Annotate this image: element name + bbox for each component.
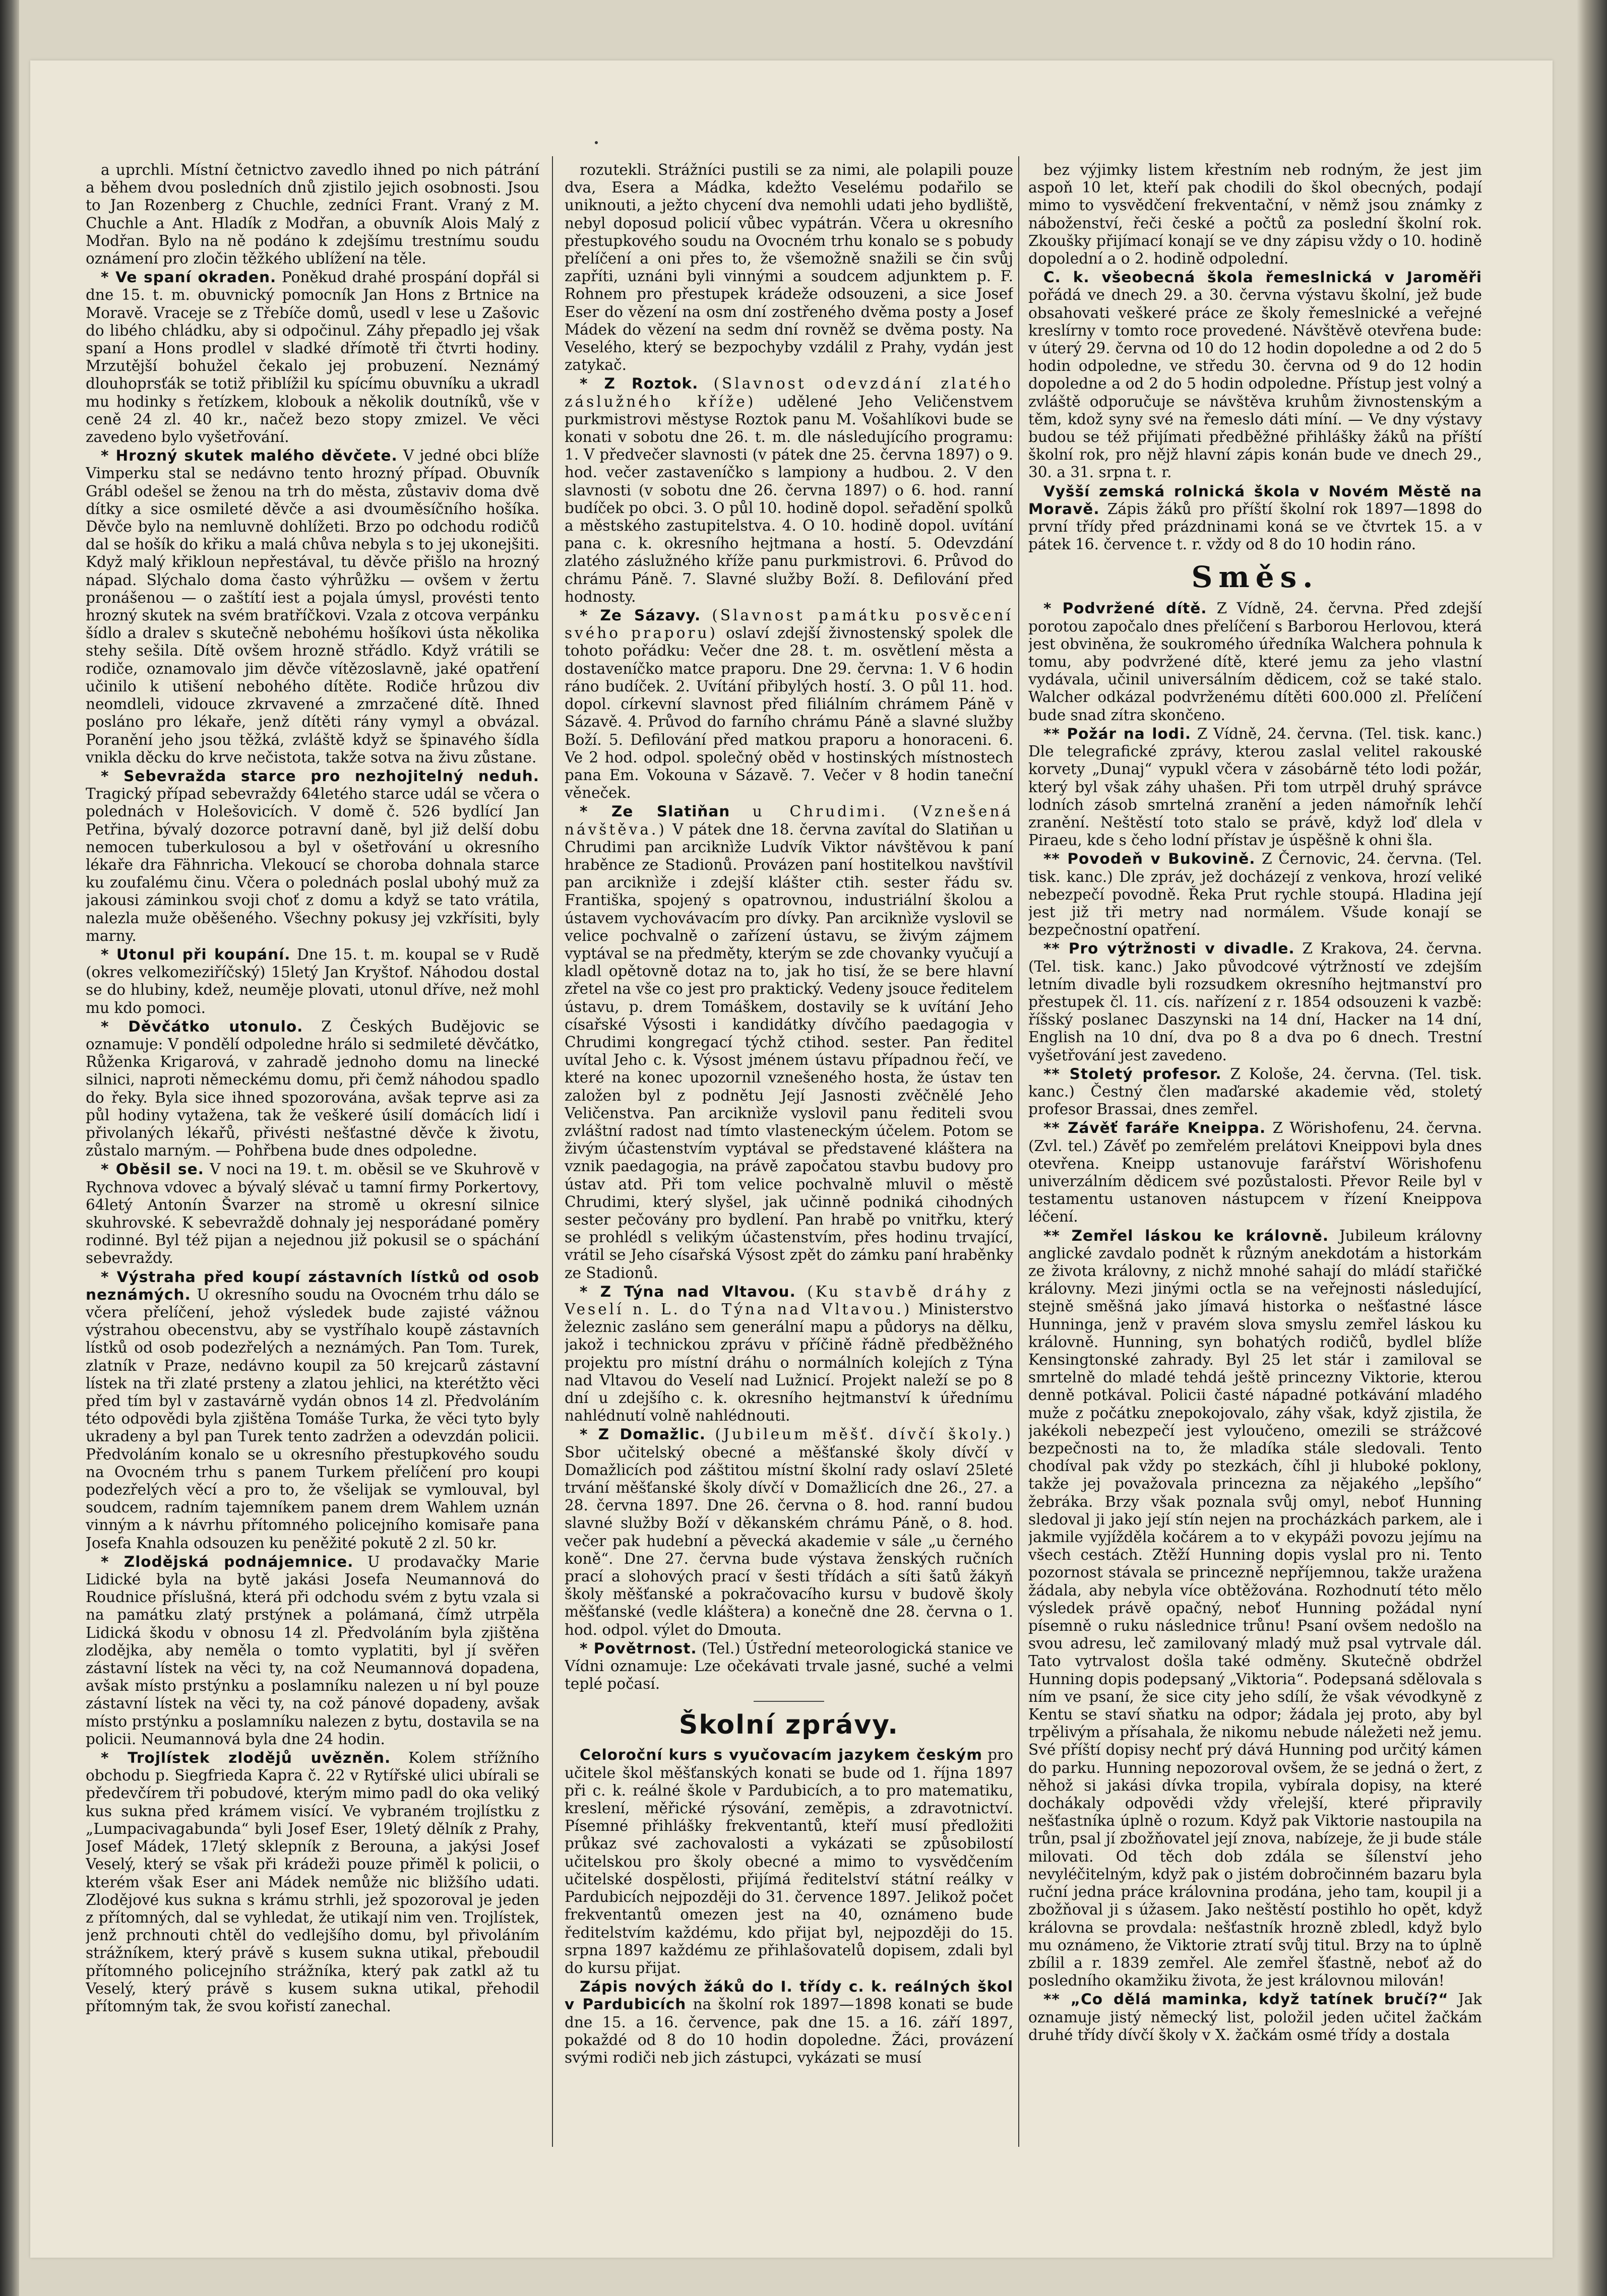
article-paragraph bbox=[565, 1426, 1013, 1638]
article-paragraph bbox=[565, 1746, 1013, 1977]
article-body: Dne 15. t. m. koupal se v Rudě (okres velkomeziříčský) 15letý Jan Kryštof. Náhodou dostal se do hlubiny, kdež, neuměje plovati, utonul dříve, než mohl mu kdo pomoci. bbox=[86, 945, 539, 1016]
newspaper-page bbox=[30, 60, 1553, 2258]
section-divider bbox=[754, 1701, 824, 1702]
article-headline: * Výstraha před koupí zástavních lístků od osob neznámých. bbox=[86, 1268, 539, 1303]
article-headline: * Z Domažlic. bbox=[580, 1426, 706, 1443]
article-paragraph bbox=[86, 161, 539, 268]
article-subtitle: (Slavnost památku posvěcení svého praporu) bbox=[565, 607, 1013, 642]
article-headline: ** Zemřel láskou ke královně. bbox=[1043, 1227, 1329, 1244]
article-headline: Zápis nových žáků do I. třídy c. k. reálných škol v Pardubicích bbox=[565, 1978, 1013, 2013]
article-body: bez výjimky listem křestním neb rodným, že jest jim aspoň 10 let, kteří pak chodili do škol obecných, podají mimo to vysvědčení frekventační, v němž jsou známky z náboženství, řeči české a počtů za poslední školní rok. Zkoušky přijímací konají se ve dny zápisu vždy o 10. hodině dopolední a o 2. hodině odpolední. bbox=[1028, 161, 1482, 268]
article-paragraph bbox=[565, 607, 1013, 802]
article-paragraph bbox=[86, 1268, 539, 1552]
article-subtitle: (Ku stavbě dráhy z Veselí n. L. do Týna nad Vltavou.) bbox=[565, 1283, 1013, 1318]
article-paragraph bbox=[1028, 1065, 1482, 1119]
article-headline: * Z Roztok. bbox=[580, 375, 699, 393]
article-headline: * Utonul při koupání. bbox=[101, 945, 291, 963]
article-body: V pátek dne 18. června zavítal do Slatiňan u Chrudimi pan arciknìže Ludvík Viktor návštěvou k paní hraběnce ze Stadionů. Provázen paní hostitelkou navštívil pan arciknìže i zdejší klášter ctih. sester řádu sv. Františka, spojený s opatrovnou, industriální školou a ústavem vychovávacím pro dívky. Pan arciknìže vyslovil se velice pochvalně o zařízení ústavu, se živým zájmem vyptával se na předměty, kterým se zde chovanky vyučují a kladl opětovně dotaz na to, jak ho tisí, že se bere hlavní zřetel na vše co jest pro praktický. Vedeny jsouce ředitelem ústavu, p. drem Tomáškem, dostavily se k uvítání Jeho císařské Výsosti i kandidátky dívčího paedagogia v Chrudimi kongregací týchž ctihod. sester. Pan ředitel uvítal Jeho c. k. Výsost jménem ústavu případnou řečí, ve které na konec upozornil vznešeného hosta, že ústav ten založen byl z podnětu Její Jasnosti zvěčnělé Jeho Veličenstva. Pan arciknìže vyslovil panu řediteli svou zvláštní radost nad tímto vlasteneckým účelem. Potom se živým účastenstvím vyptával se představené klášterа na vznik paedagogia, na právě započatou stavbu budovy pro ústav atd. Při tom velice pochvalně mluvil o městě Chrudimi, který slyšel, jak učinně podniká cihodných sester pečovány pro bydlení. Pan hrabě po vnitřku, který se prohlédl s velikým účastenstvím, přes hodinu trvající, vrátil se Jeho císařská Výsost zpět do zámku paní hraběnky ze Stadionů. bbox=[565, 820, 1013, 1282]
article-headline: * Ve spaní okraden. bbox=[101, 269, 277, 286]
column-2-school-news bbox=[565, 1746, 1013, 2067]
article-headline: * Ze Sázavy. bbox=[580, 607, 701, 624]
article-paragraph bbox=[565, 1640, 1013, 1693]
column-rule bbox=[1018, 156, 1019, 2147]
column-2 bbox=[565, 161, 1013, 2132]
article-body: U prodavačky Marie Lidické byla na bytě jakási Josefa Neumannová do Roudnice příslušná, která při odchodu svém z bytu vzala si na památku zlatý prstýnek a polámaná, čímž utrpěla Lidická škodu v obnosu 14 zl. Předvoláním byla zjištěna zlodějka, aby neměla o tomto vyplatiti, byl jí svěřen zástavní lístek na věci ty, na což Neumannová dopadena, avšak místo prstýnku a poslamníku nalezen u ní byl pouze zástavní lístek na věci ty, na což pánové dopadeny, avšak místo prstýnku a poslamníku nalezen z bytu, dostavila se na policii. Neumannová byla dne 24 hodin. bbox=[86, 1553, 539, 1748]
article-paragraph bbox=[86, 269, 539, 446]
article-body: oslaví zdejší živnostenský spolek dle tohoto pořádku: Večer dne 28. t. m. osvětlení města a dostaveníčko matce praporu. Dne 29. června: 1. V 6 hodin ráno budíček. 2. Uvítání přibylých hostí. 3. O půl 11. hod. dopol. církevní slavnost před filiálním chrámem Páně v Sázavě. 4. Průvod do farního chrámu Páně a slavné služby Boží. 5. Defilování před matkou praporu a honoraceni. 6. Ve 2 hod. odpol. společný oběd v hostinských místnostech pana Em. Vokouna v Sázavě. 7. Večer v 8 hodin taneční věneček. bbox=[565, 624, 1013, 802]
article-headline: ** „Co dělá maminka, když tatínek bručí?“ bbox=[1043, 1991, 1449, 2008]
article-body: Zápis žáků pro příští školní rok 1897—1898 do první třídy před prázdninami koná se ve čtvrtek 15. a v pátek 16. července t. r. vždy od 8 do 10 hodin ráno. bbox=[1028, 500, 1482, 553]
article-paragraph bbox=[86, 1018, 539, 1160]
scan-binding-edge bbox=[0, 0, 19, 2296]
article-headline: ** Stoletý profesor. bbox=[1043, 1065, 1222, 1082]
article-paragraph bbox=[1028, 1119, 1482, 1226]
article-body: udělené Jeho Veličenstvem purkmistrovi městyse Roztok panu M. Vošahlíkovi bude se konati v sobotu dne 26. t. m. dle následujícího programu: 1. V předvečer slavnosti (v pátek dne 25. června 1897) o 9. hod. večer zastaveníčko s lampiony a hudbou. 2. V den slavnosti (v sobotu dne 26. června 1897) o 6. hod. ranní budíček po obci. 3. O půl 10. hodině dopol. seřadění spolků a městského zastupitelstva. 4. O 10. hodině dopol. uvítání pana c. k. okresního hejtmana a hostí. 5. Odevzdání zlatého záslužného kříže panu purkmistrovi. 6. Průvod do chrámu Páně. 7. Slavné služby Boží. 8. Defilování před hodnosty. bbox=[565, 393, 1013, 605]
article-paragraph bbox=[1028, 600, 1482, 724]
article-paragraph bbox=[1028, 940, 1482, 1064]
article-paragraph bbox=[86, 946, 539, 1017]
article-paragraph bbox=[1028, 269, 1482, 481]
article-headline: ** Závěť faráře Kneippa. bbox=[1043, 1119, 1266, 1137]
section-heading-skolni-zpravy: Školní zprávy. bbox=[678, 1710, 899, 1741]
article-body: (Tel.) Ústřední meteorologická stanice ve Vídni oznamuje: Lze očekávati trvale jasné, suché a velmi teplé počasí. bbox=[565, 1639, 1013, 1693]
column-rule bbox=[552, 156, 553, 2147]
article-paragraph bbox=[1028, 483, 1482, 554]
article-paragraph bbox=[86, 768, 539, 945]
article-paragraph bbox=[1028, 725, 1482, 849]
article-headline: * Oběsil se. bbox=[101, 1161, 204, 1178]
article-paragraph bbox=[1028, 850, 1482, 939]
article-headline: * Hrozný skutek malého děvčete. bbox=[101, 447, 398, 465]
article-subtitle: (Slavnost odevzdání zlatého záslužného kříže) bbox=[565, 375, 1013, 410]
article-body: pořádá ve dnech 29. a 30. června výstavu školní, jež bude obsahovati veškeré práce ze školy řemeslnické a veřejné kreslírny v tomto roce provedené. Návštěvě otevřena bude: v úterý 29. června od 10 do 12 hodin dopoledne a od 2 do 5 hodin odpoledne, ve středu 30. června od 9 do 12 hodin dopoledne a od 2 do 5 hodin odpoledne. Přístup jest volný a zvláště odporučuje se návštěva kruhům živnostenským a těm, kdož syny své na řemeslo dáti míní. — Ve dny výstavy budou se též přijímati předběžné přihlášky žáků na příští školní rok, pro nějž hlavní zápis konán bude ve dnech 29., 30. a 31. srpna t. r. bbox=[1028, 286, 1482, 481]
article-headline: C. k. všeobecná škola řemeslnická v Jaroměři bbox=[1043, 269, 1482, 286]
article-paragraph bbox=[565, 1283, 1013, 1425]
article-body: Sbor učitelský obecné a měšťanské školy dívčí v Domažlicích pod záštitou místní školní rady oslaví 25leté trvání měšťanské školy dívčí v Domažlicích dne 26., 27. a 28. června 1897. Dne 26. června o 8. hod. ranní budou slavné služby Boží v děkanském chrámu Páně, o 8. hod. večer pak hudební a pěvecká akademie v sále „u černého koně“. Dne 27. června bude výstava ženských ručních prací a slohových prací v šesti třídách a síti šatů žákyň školy měšťanské a pokračovacího kursu v budově školy měšťanské (vedle kláštera) a konečně dne 28. června o 1. hod. odpol. výlet do Dmouta. bbox=[565, 1443, 1013, 1638]
article-headline: Vyšší zemská rolnická škola v Novém Městě na Moravě. bbox=[1028, 482, 1482, 518]
article-paragraph bbox=[86, 1553, 539, 1748]
article-body: Z Wörishofenu, 24. června. (Zvl. tel.) Závěť po zemřelém prelátovi Kneippovi byla dnes otevřena. Kneipp ustanovuje farářství Wörishofenu univerzálním dědicem své pozůstalosti. Převor Reile byl v testamentu ustanoven nástupcem v řízení Kneippova léčení. bbox=[1028, 1119, 1482, 1226]
column-2-news bbox=[565, 161, 1013, 1693]
article-headline: * Ze Slatiňan bbox=[580, 803, 730, 820]
article-body: Jak oznamuje jistý německý list, položil jeden učitel žačkám druhé třídy dívčí školy v X. žačkám osmé třídy a dostala bbox=[1028, 1991, 1482, 2044]
article-paragraph bbox=[1028, 161, 1482, 268]
article-headline: * Podvržené dítě. bbox=[1043, 600, 1207, 617]
article-body: rozutekli. Strážníci pustili se za nimi, ale polapili pouze dva, Esera a Mádka, kdežto Veselému podařilo se uniknouti, a ježto chycení dva nemohli udati jeho bydliště, nebyl doposud policií vůbec vypátrán. Včera u okresního přestupkového soudu na Ovocném trhu konalo se s pobudy přelíčení a oni přes to, že všemožně snažili se čin svůj zapříti, uznáni byli vinnými a soudcem adjunktem p. F. Rohnem pro přestupek krádeže odsouzeni, a sice Josef Eser do vězení na osm dní zostřeného dvěma posty a Josef Mádek do vězení na sedm dní rovněž se dvěma posty. Na Veselého, který se bezpochyby vzdálil z Prahy, vydán jest zatykač. bbox=[565, 161, 1013, 374]
article-paragraph bbox=[1028, 1227, 1482, 1990]
article-paragraph bbox=[565, 375, 1013, 606]
article-headline: * Děvčátko utonulo. bbox=[101, 1017, 303, 1035]
article-body: Z Krakova, 24. června. (Tel. tisk. kanc.) Jako původcové výtržností ve zdejším letním divadle byli rozsudkem okresního hejtmanství pro přestupek čl. 11. cís. nařízení z r. 1854 odsouzeni k vazbě: říšský poslanec Daszynski na 14 dní, Hacker na 14 dní, English na 10 dní, dva po 8 a dva po 6 dnech. Trestní vyšetřování jest zavedeno. bbox=[1028, 940, 1482, 1064]
article-subtitle: u Chrudimi. (Vznešená návštěva.) bbox=[565, 803, 1013, 838]
article-body: Z Českých Budějovic se oznamuje: V pondělí odpoledne hrálo si sedmileté děvčátko, Růženka Krigarová, v zahradě jednoho domu na linecké silnici, naproti německému domu, při čemž náhodou spadlo do řeky. Byla sice ihned spozorována, avšak teprve asi za půl hodiny vytažena, tak že veškeré úsilí domácích lidí i přivolaných lékařů, přivésti nešťastné děvče k životu, zůstalo marným. — Pohřbena bude dnes odpoledne. bbox=[86, 1017, 539, 1160]
article-headline: * Trojlístek zlodějů uvězněn. bbox=[101, 1749, 391, 1767]
article-subtitle: (Jubileum měšť. dívčí školy.) bbox=[715, 1426, 1013, 1443]
scan-right-edge bbox=[1577, 0, 1607, 2296]
article-body: Kolem střížního obchodu p. Siegfrieda Kapra č. 22 v Rytířské ulici ubírali se předevčírem tři pobudové, kterým mimo padl do oka veliký kus sukna před krámem visící. Ve vybraném trojlístku z „Lumpacivagabunda“ byli Josef Eser, 19letý dělník z Prahy, Josef Mádek, 17letý sklepník z Berouna, a jakýsi Josef Veselý, který se však při krádeži pouze přiměl k policii, o kterém však Eser ani Mádek nemůže nic bližšího udati. Zlodějové kus sukna s krámu strhli, jež spozoroval je jeden z přítomných, dal se vyhledat, že utikají nim ven. Trojlístek, jenž prchnouti chtěl do vedlejšího domu, byl přivoláním strážníkem, který právě s kusem sukna utikal, přeboudil přítomného policejního strážníka, který pak zatkl až tu Veselý, který právě s kusem sukna utikal, přehodil přítomným tak, že svou kořistí zanechal. bbox=[86, 1749, 539, 2015]
article-body: V jedné obci blíže Vimperku stal se nedávno tento hrozný případ. Obuvník Grábl odešel se ženou na trh do města, zůstaviv doma dvě dítky a sice osmileté děvče a asi dvouměsíčního hošíka. Děvče bylo na nemluvně dohlížeti. Brzo po odchodu rodičů dal se hošík do křiku a malá chůva nebyla s to jej ukonejšiti. Když malý křikloun nepřestával, tu děvče přišlo na hrozný nápad. Slýchalo doma často výhrůžku — ovšem v žertu pronášenou — o zaštítí iest a pojala úmysl, provésti tento hrozný skutek na svém bratříčkovi. Vzala z otcova verpánku šídlo a dralev s skutečně nebohému hošíkovi ústa několika stehy sešila. Dítě ovšem hrozně střádlo. Když vrátili se rodiče, oznamovalo jim děvče vítězoslavně, jaké opatření učinilo k utišení nebohého dítěte. Rodiče hrůzou div neomdleli, vidouce zkrvavené a zmrzačené dítě. Ihned posláno pro lékaře, jenž dítěti rány vymyl a obvázal. Poranění jeho jsou těžká, zvláště když se špinavého šídla vnikla děcku do krve nečistota, takže sotva na živu zůstane. bbox=[86, 447, 539, 766]
column-3 bbox=[1028, 161, 1482, 2132]
article-headline: * Sebevražda starce pro nezhojitelný neduh. bbox=[101, 767, 539, 785]
article-body: a uprchli. Místní četnictvo zavedlo ihned po nich pátrání a během dvou posledních dnů zjistilo jejich osobnosti. Jsou to Jan Rozenberg z Chuchle, zedníci Frant. Vraný z M. Chuchle a Ant. Hladík z Modřan, a obuvník Alois Malý z Modřan. Bylo na ně podáno k zdejšímu trestnímu soudu oznámení pro zločin těžkého ublížení na těle. bbox=[86, 161, 539, 268]
article-headline: ** Povodeň v Bukovině. bbox=[1043, 850, 1256, 868]
article-headline: Celoroční kurs s vyučovacím jazykem českým bbox=[580, 1746, 982, 1764]
article-paragraph bbox=[86, 1749, 539, 2015]
article-paragraph bbox=[565, 1978, 1013, 2067]
column-1 bbox=[86, 161, 539, 2132]
article-paragraph bbox=[1028, 1991, 1482, 2044]
article-body: U okresního soudu na Ovocném trhu dálo se včera přelíčení, jehož výsledek bude zajisté vážnou výstrahou obecenstvu, aby se vystříhalo koupě zástavních lístků od osob podezřelých a neznámých. Pan Tom. Turek, zlatník v Praze, nedávno koupil za 50 krejcarů zástavní lístek na tři zlaté prsteny a zlatou jehlici, na kterétžto věci před tím byl v zastavárně vydán obnos 14 zl. Předvoláním této odpovědi byla zjištěna Tomáše Turka, že věci tyto byly ukradeny a byl pan Turek tento zadržen a odevzdán policii. Předvoláním konalo se u okresního přestupkového soudu na Ovocném trhu s panem Turkem přelíčení pro koupi podezřelých věcí a pro to, že všelijak se vymlouval, byl soudcem, radním tajemníkem panem drem Wahlem uznán vinným a k návrhu přítomného policejního komisaře pana Josefa Knahla odsouzen ku peněžité pokutě 2 zl. 50 kr. bbox=[86, 1286, 539, 1552]
page-mark bbox=[595, 141, 598, 144]
article-body: Z Vídně, 24. června. (Tel. tisk. kanc.) Dle telegrafické zprávy, kterou zaslal velitel rakouské korvety „Dunaj“ vypukl včera v zásobárně této lodi požár, který byl však záhy uhašen. Při tom utrpěl druhý správce lodních zásob smrtelná zranění a jeden námořník lehčí zranění. Neštěstí toto stalo se právě, když loď dlela v Piraeu, kde s čeho lodní přístav je úspěšně k ohni šla. bbox=[1028, 725, 1482, 849]
article-body: na školní rok 1897—1898 konati se bude dne 15. a 16. července, pak dne 15. a 16. září 1897, pokaždé od 8 do 10 hodin dopoledne. Žáci, provázení svými rodiči neb jich zástupci, vykázati se musí bbox=[565, 1996, 1013, 2066]
article-body: Tragický případ sebevraždy 64letého starce udál se včera o polednách v Holešovicích. V domě č. 526 bydlící Jan Petřina, bývalý dozorce potravní daně, byl již delší dobu nemocen tuberkulosou a byl v ošetřování u okresního lékaře dra Fähnricha. Vlekoucí se choroba dohnala starce ku zoufalému činu. Včera o polednách poslal ubohý muž za jakousi záminkou svoji choť z domu a když se tato vrátila, nalezla muže oběšeného. Všechny pokusy jej vzkřísiti, byly marny. bbox=[86, 785, 539, 944]
article-body: Jubileum královny anglické zavdalo podnět k různým anekdotám a historkám ze života královny, z nichž mnohé sahají do mládí stařičké královny. Mezi jinými octla se na veřejnosti následující, stejně směšná jako jímavá historka o nešťastné lásce Hunninga, jenž v pravém slova smyslu zemřel láskou ku královně. Hunning, syn bohatých rodičů, bydlel blíže Kensingtonské zahrady. Byl 25 let stár i zamiloval se smrtelně do mladé tehdá ještě princezny Viktorie, kterou denně potkával. Policii časté nápadné potkávání mladého muže z počátku znepokojovalo, záhy však, když zjistila, že jakékoli nebezpečí jest vyloučeno, omezili se strážcové bezpečnosti na to, že mladíka stále sledovali. Tento chodíval pak vždy po stezkách, číhl ji hluboké poklony, takže jej považovala princezna za nějakého „lepšího“ žebráka. Brzy však poznala svůj omyl, neboť Hunning sledoval ji jako její stín nejen na procházkách parkem, ale i jakmile vyjížděla kočárem a to v ekypáži povozu jejímu na všech cestách. Ztěží Hunning dopis vyslal pro ni. Tento pozornost stávala se princezně nepříjemnou, takže uražena žádala, aby nebyla více obtěžována. Rozhodnutí této mělo výsledek právě opačný, neboť Hunning požádal nyní písemně o ruku následnice trůnu! Psaní ovšem nedošlo na svou adresu, leč zamilovaný mladý muž psal vytrvale dál. Tato vytrvalost došla také odměny. Skutečně obdržel Hunning dopis podepsaný „Viktoria“. Podepsaná sdělovala s ním ve psaní, že sice city jeho sdílí, že však vévodkyně z Kentu se staví sňatku na odpor; žádala jej proto, aby byl trpělivým a přísahala, že nikomu nebude náležeti než jemu. Své příští dopisy nechť prý dává Hunning pod určitý kámen do parku. Hunning nepozoroval ovšem, že se jedná o žert, z něhož si jakási dívka tropila, vybírala dopisy, na které dochákaly odpovědi vždy vřelejší, které připravily nešťastníka úplně o rozum. Když pak Viktorie nastoupila na trůn, psal jí zbožňovatel její znova, nabízeje, že ji bude stále milovati. Od těch dob zdála se šílenství jeho nevyléčitelným, když pak o jistém dobročinném bazaru byla ruční jedna práce královnina prodána, jeho tam, koupil ji a zbožňoval ji s úžasem. Jako neštěstí postihlo ho opět, když královna se provdala: nešťastník hrozně zbledl, když bylo mu oznámeno, že Viktorie ztratí svůj titul. Brzy na to úplně zbílil a r. 1839 zemřel. Ale zemřel šťastně, neboť až do posledního okamžiku života, že jest královnou milován! bbox=[1028, 1227, 1482, 1990]
article-headline: ** Požár na lodi. bbox=[1043, 725, 1192, 742]
article-body: pro učitele škol měšťanských konati se bude od 1. října 1897 při c. k. reálné škole v Pardubicích, a to pro matematiku, kreslení, měřické rýsování, zeměpis, a zdravotnictví. Písemné přihlášky frekventantů, kteří musí předložiti průkaz své zachovalosti a vykázati se způsobilostí učitelskou pro školy obecné a mimo to vysvědčením učitelské dospělosti, přijímá ředitelství státní reálky v Pardubicích nejpozději do 31. července 1897. Jelikož počet frekventantů omezen jest na 40, oznámeno bude ředitelstvím každému, kdo přijat byl, nejpozději do 15. srpna 1897 každému ze přihlašovatelů dopisem, zdali byl do kursu přijat. bbox=[565, 1746, 1013, 1976]
article-headline: * Povětrnost. bbox=[580, 1639, 697, 1657]
article-body: Poněkud drahé prospání dopřál si dne 15. t. m. obuvnický pomocník Jan Hons z Brtnice na Moravě. Vraceje se z Třebíče domů, usedl v lese u Zašovic do libého chládku, aby si odpočinul. Záhy přepadlo jej však spaní a Hons prodlel v sladké dřímotě tři čtvrti hodiny. Mrzutější bohužel čekalo jej probuzení. Neznámý dlouhoprsťák se totiž přiblížil ku spícímu obuvníku a ukradl mu hodinky s řetízkem, klobouk a několik doutníků, vše v ceně 24 zl. 40 kr., načež bezo stopy zmizel. Ve věci zavedeno bylo vyšetřování. bbox=[86, 269, 539, 446]
article-body: V noci na 19. t. m. oběsil se ve Skuhrově v Rychnova vdovec a bývalý slévač u tamní firmy Porkertovy, 64letý Antonín Švarzer na stromě u okresní silnice skuhrovské. K sebevraždě dohnaly jej nesporádané poměry rodinné. Byl též pijan a nejednou již pokusil se o spáchání sebevraždy. bbox=[86, 1161, 539, 1267]
section-heading-smes: Směs. bbox=[1191, 560, 1319, 595]
article-paragraph bbox=[86, 447, 539, 767]
article-body: Z Černovic, 24. června. (Tel. tisk. kanc.) Dle zpráv, jež docházejí z venkova, hrozí veliké nebezpečí povodně. Řeka Prut rychle stoupá. Hladina její jest již tři metry nad normálem. Všude konají se bezpečnostní opatření. bbox=[1028, 850, 1482, 939]
article-body: Z Vídně, 24. června. Před zdejší porotou započalo dnes přelíčení s Barborou Herlovou, která jest obviněna, že soukromého úředníka Walchera pohnula k tomu, aby podvržené dítě, které jemu za jeho vlastní vydávala, učinil universálním dědicem, což se také stalo. Walcher odkázal podvrženému dítěti 600.000 zl. Přelíčení bude snad zítra skončeno. bbox=[1028, 600, 1482, 724]
article-headline: * Zlodějská podnájemnice. bbox=[101, 1553, 354, 1570]
article-body: Ministerstvo železnic zasláno sem generální mapu a půdorys na dělku, jakož i technickou zprávu v příčině řádně předběžného projektu pro místní dráhu o normálních kolejích z Týna nad Vltavou do Veselí nad Lužnicí. Projekt naleží se po 8 dní u zdejšího c. k. okresního hejtmanství k úřednímu nahlédnutí volně nahlédnouti. bbox=[565, 1301, 1013, 1425]
article-paragraph bbox=[565, 161, 1013, 374]
article-paragraph bbox=[565, 803, 1013, 1282]
article-paragraph bbox=[86, 1161, 539, 1267]
article-body: Z Kološe, 24. června. (Tel. tisk. kanc.) Čestný člen maďarské akademie věd, stoletý profesor Brassai, dnes zemřel. bbox=[1028, 1065, 1482, 1118]
article-headline: ** Pro výtržnosti v divadle. bbox=[1043, 940, 1295, 958]
article-headline: * Z Týna nad Vltavou. bbox=[580, 1283, 796, 1300]
